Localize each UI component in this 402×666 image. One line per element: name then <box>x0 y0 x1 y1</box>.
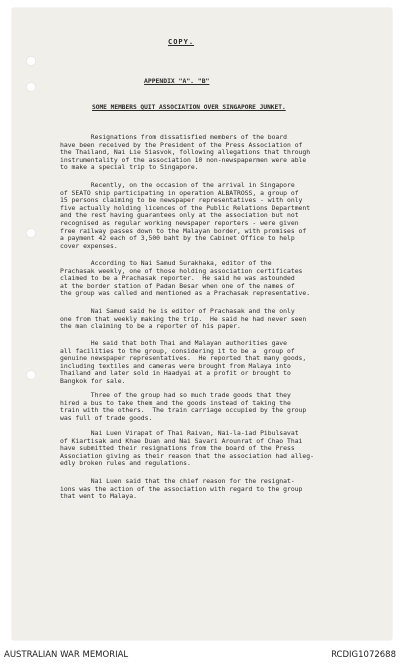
institution-label: AUSTRALIAN WAR MEMORIAL <box>4 650 129 660</box>
paragraph: Three of the group had so much trade goods that they hired a bus to take them and the goods instead of taking the train with the others. The train carriage occupied by the group was full of trade goods. <box>60 391 307 422</box>
appendix-heading: APPENDIX "A". "B" <box>144 77 210 85</box>
paragraph: He said that both Thai and Malayan authorities gave all facilities to the group, considering it to be a group of genuine newspaper representatives. He reported that many goods, including textiles and cameras were brought from Malaya into Thailand and later sold in Haadyai at a profit or brought to Bangkok for sale. <box>60 339 307 385</box>
copy-heading: COPY. <box>168 38 195 46</box>
punch-hole <box>26 82 36 92</box>
record-id: RCDIG1072688 <box>331 650 396 660</box>
footer-bar <box>0 641 402 666</box>
paragraph: Nai Luen Virapat of Thai Raivan, Nai-la-iad Pibulsavat of Kiartisak and Khae Duan and Nai Savari Arounrat of Chao Thai have submitted their resignations from the board of the Press Association giving as their reason that the association had alleg- edly broken rules and regulations. <box>60 429 314 468</box>
paragraph: Nai Samud said he is editor of Prachasak and the only one from that weekly making the trip. He said he had never seen the man claiming to be a reporter of his paper. <box>60 307 307 331</box>
punch-hole <box>26 56 36 66</box>
paragraph: Recently, on the occasion of the arrival in Singapore of SEATO ship participating in operation ALBATROSS, a group of 15 persons claiming to be newspaper representatives - with only five actually holding licences of the Public Relations Department and the rest having guarantees only at the association but not recognised as regular working newspaper reporters - were given free railway passes down to the Malayan border, with promises of a payment 42 each of 3,500 baht by the Cabinet Office to help cover expenses. <box>60 181 311 250</box>
punch-hole <box>26 370 36 380</box>
paragraph: According to Nai Samud Surakhaka, editor of the Prachasak weekly, one of those holding association certificates claimed to be a Prachasak reporter. He said he was astounded at the border station of Padan Besar when one of the names of the group was called and mentioned as a Prachasak representative. <box>60 259 311 298</box>
punch-hole <box>26 228 36 238</box>
paragraph: Resignations from dissatisfied members of the board have been received by the President of the Press Association of the Thailand, Nai Lie Siasvok, following allegations that through instrumentality of the association 10 non-newspapermen were able to make a special trip to Singapore. <box>60 133 311 172</box>
document-page <box>12 8 392 640</box>
article-title: SOME MEMBERS QUIT ASSOCIATION OVER SINGAPORE JUNKET. <box>92 104 286 111</box>
paragraph: Nai Luen said that the chief reason for the resignat- ions was the action of the association with regard to the group that went to Malaya. <box>60 477 303 501</box>
